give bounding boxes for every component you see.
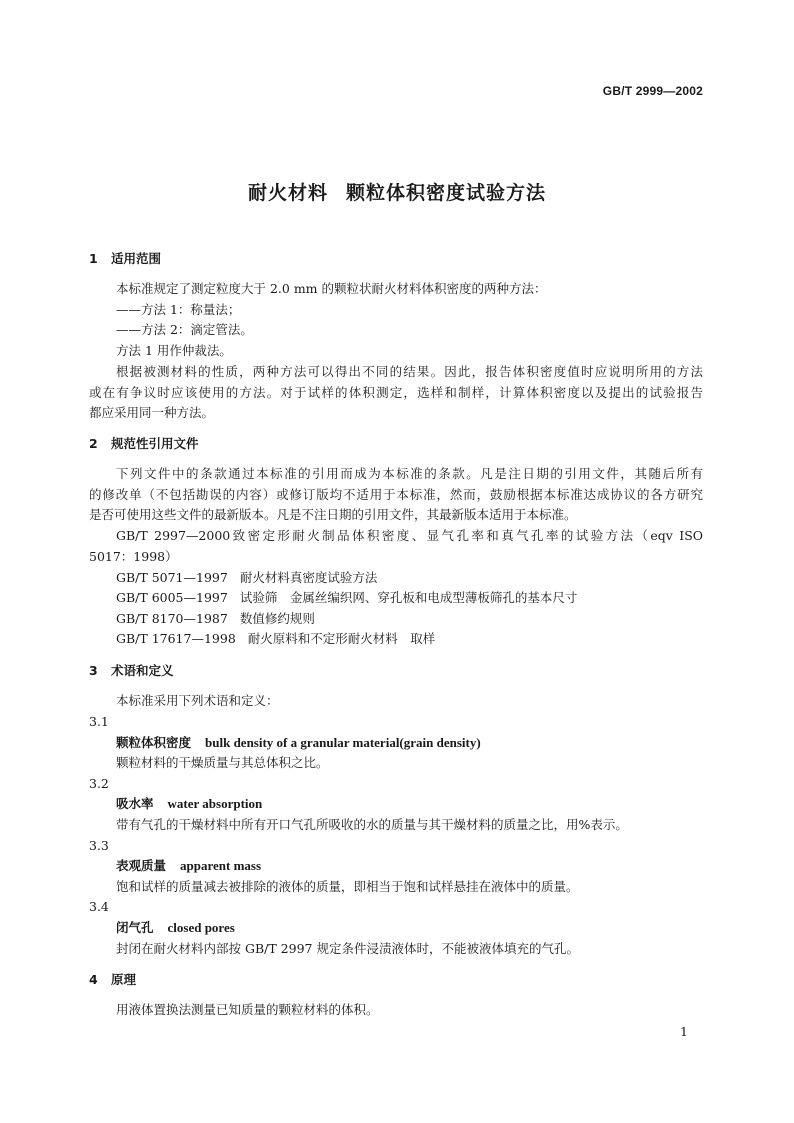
term-number: 3.4	[89, 899, 109, 914]
section-4-number: 4	[89, 972, 98, 987]
section-4-paragraph: 用液体置换法测量已知质量的颗粒材料的体积。	[116, 1002, 379, 1017]
reference-title: 试验筛 金属丝编织网、穿孔板和电成型薄板筛孔的基本尺寸	[239, 590, 578, 605]
term-name-zh: 吸水率	[116, 796, 154, 811]
term-name-zh: 颗粒体积密度	[116, 735, 192, 750]
reference-code: GB/T 2997—2000	[116, 528, 231, 543]
arbitration-note: 方法 1 用作仲裁法。	[116, 343, 232, 358]
section-1-number: 1	[89, 251, 98, 266]
term-number: 3.2	[89, 776, 109, 791]
section-4-title: 原理	[111, 972, 137, 987]
reference-title: 数值修约规则	[239, 611, 315, 626]
document-title	[0, 178, 794, 205]
section-4-heading	[89, 972, 136, 988]
term-definition: 封闭在耐火材料内部按 GB/T 2997 规定条件浸渍液体时，不能被液体填充的气孔。	[116, 941, 579, 956]
reference-item	[116, 611, 315, 627]
reference-code: GB/T 5071—1997	[116, 570, 228, 585]
reference-item	[116, 590, 577, 606]
reference-item	[116, 570, 377, 586]
section-3-title: 术语和定义	[111, 663, 174, 678]
reference-title-continuation: 5017：1998）	[89, 549, 178, 564]
reference-title: 耐火原料和不定形耐火材料 取样	[247, 631, 436, 646]
term-name-zh: 表观质量	[116, 858, 167, 873]
term-name	[116, 796, 262, 812]
section-2-number: 2	[89, 436, 98, 451]
term-name	[116, 735, 481, 751]
reference-code: GB/T 6005—1997	[116, 590, 228, 605]
section-1-paragraph-3-line-3: 都应采用同一种方法。	[89, 405, 215, 420]
reference-item	[116, 528, 703, 544]
section-2-paragraph-line-1: 下列文件中的条款通过本标准的引用而成为本标准的条款。凡是注日期的引用文件，其随后所有	[116, 466, 703, 481]
term-number: 3.3	[89, 838, 109, 853]
term-name-en: water absorption	[167, 796, 263, 811]
section-1-title: 适用范围	[111, 251, 162, 266]
section-2-paragraph-line-3: 是否可使用这些文件的最新版本。凡是不注日期的引用文件，其最新版本适用于本标准。	[89, 507, 577, 522]
term-definition: 带有气孔的干燥材料中所有开口气孔所吸收的水的质量与其干燥材料的质量之比，用%表示。	[116, 817, 628, 832]
title-part-1: 耐火材料	[247, 182, 328, 204]
reference-item	[116, 631, 435, 647]
section-3-intro: 本标准采用下列术语和定义：	[116, 693, 279, 708]
section-2-title: 规范性引用文件	[111, 436, 199, 451]
term-name-en: closed pores	[167, 920, 235, 935]
term-definition: 颗粒材料的干燥质量与其总体积之比。	[116, 755, 329, 770]
section-3-heading	[89, 663, 174, 679]
method-2-item: ——方法 2：滴定管法。	[116, 322, 253, 337]
title-part-2: 颗粒体积密度试验方法	[346, 182, 547, 204]
term-name	[116, 920, 235, 936]
section-1-paragraph: 本标准规定了测定粒度大于 2.0 mm 的颗粒状耐火材料体积密度的两种方法：	[116, 281, 547, 296]
section-1-paragraph-3-line-2: 或在有争议时应该使用的方法。对于试样的体积测定，选样和制样，计算体积密度以及提出的试验报告	[89, 385, 703, 400]
term-name	[116, 858, 261, 874]
section-2-heading	[89, 436, 199, 452]
section-2-paragraph-line-2: 的修改单（不包括勘误的内容）或修订版均不适用于本标准，然而，鼓励根据本标准达成协议的各方研究	[89, 487, 703, 502]
method-1-item: ——方法 1：称量法；	[116, 302, 241, 317]
reference-code: GB/T 17617—1998	[116, 631, 236, 646]
section-1-paragraph-3-line-1: 根据被测材料的性质，两种方法可以得出不同的结果。因此，报告体积密度值时应说明所用的方法	[116, 364, 703, 379]
term-number: 3.1	[89, 714, 109, 729]
page-number: 1	[680, 1024, 688, 1039]
term-name-zh: 闭气孔	[116, 920, 154, 935]
term-definition: 饱和试样的质量减去被排除的液体的质量，即相当于饱和试样悬挂在液体中的质量。	[116, 879, 579, 894]
reference-title: 耐火材料真密度试验方法	[239, 570, 378, 585]
section-3-number: 3	[89, 663, 98, 678]
term-name-en: bulk density of a granular material(grain density)	[205, 735, 481, 750]
reference-code: GB/T 8170—1987	[116, 611, 228, 626]
section-1-heading	[89, 251, 161, 267]
reference-title: 致密定形耐火制品体积密度、显气孔率和真气孔率的试验方法（eqv ISO	[230, 528, 703, 543]
standard-code: GB/T 2999—2002	[602, 84, 703, 98]
term-name-en: apparent mass	[180, 858, 262, 873]
